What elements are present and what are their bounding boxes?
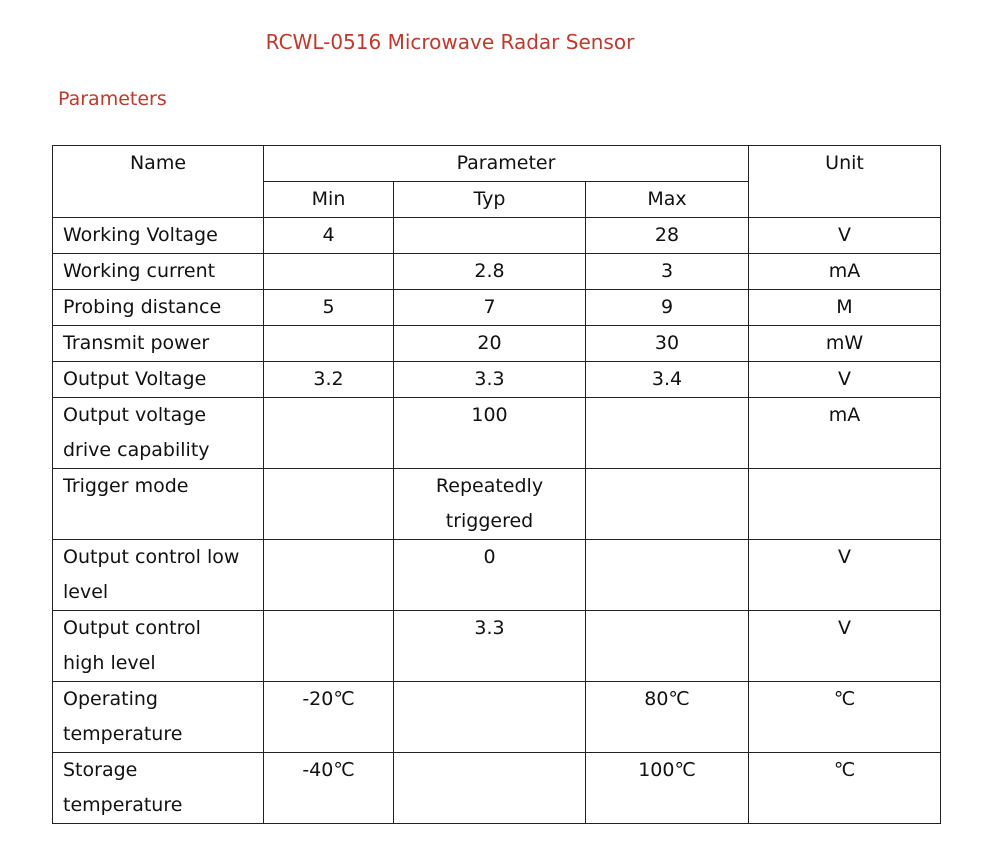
min-cell	[264, 326, 394, 362]
cell-value: ℃	[833, 688, 856, 710]
typ-cell	[394, 753, 586, 824]
cell-value: -40℃	[302, 759, 355, 781]
header-name: Name	[53, 146, 264, 218]
section-heading: Parameters	[58, 88, 167, 110]
param-name-cell	[53, 218, 264, 254]
cell-line: Storage	[63, 759, 138, 781]
table-row	[53, 540, 941, 611]
cell-line: temperature	[63, 794, 183, 816]
table-body	[53, 218, 941, 824]
param-name-cell	[53, 540, 264, 611]
param-name-cell	[53, 362, 264, 398]
cell-value: 30	[654, 332, 680, 354]
table-row	[53, 398, 941, 469]
unit-cell	[749, 753, 941, 824]
cell-value: mW	[825, 332, 864, 354]
cell-line: 0	[483, 546, 496, 568]
min-cell	[264, 398, 394, 469]
cell-line	[404, 218, 575, 253]
unit-cell	[749, 398, 941, 469]
table-row	[53, 753, 941, 824]
max-cell	[586, 362, 749, 398]
min-cell	[264, 254, 394, 290]
typ-cell	[394, 611, 586, 682]
cell-line: temperature	[63, 723, 183, 745]
cell-line: Output voltage	[63, 404, 207, 426]
unit-cell	[749, 362, 941, 398]
max-cell	[586, 469, 749, 540]
cell-line: Working current	[63, 260, 216, 282]
cell-value: V	[838, 546, 851, 568]
cell-line: high level	[63, 652, 156, 674]
param-name-cell	[53, 682, 264, 753]
unit-cell	[749, 682, 941, 753]
param-name-cell	[53, 254, 264, 290]
param-name-cell	[53, 611, 264, 682]
cell-value: V	[838, 368, 851, 390]
unit-cell	[749, 611, 941, 682]
table-row	[53, 218, 941, 254]
parameters-table	[52, 145, 941, 824]
cell-line: 20	[477, 332, 502, 354]
table-row	[53, 682, 941, 753]
cell-line	[404, 753, 575, 788]
header-row	[53, 146, 941, 182]
cell-value: 80℃	[644, 688, 690, 710]
typ-cell	[394, 218, 586, 254]
typ-cell	[394, 362, 586, 398]
min-cell	[264, 753, 394, 824]
max-cell	[586, 540, 749, 611]
cell-value: 100℃	[638, 759, 696, 781]
param-name-cell	[53, 290, 264, 326]
cell-line: level	[63, 581, 109, 603]
cell-line: Transmit power	[63, 332, 210, 354]
min-cell	[264, 540, 394, 611]
header-max: Max	[586, 182, 749, 218]
min-cell	[264, 290, 394, 326]
cell-value: 3	[660, 260, 674, 282]
cell-line: drive capability	[63, 439, 210, 461]
max-cell	[586, 326, 749, 362]
header-min: Min	[264, 182, 394, 218]
cell-line: 7	[483, 296, 496, 318]
unit-cell	[749, 290, 941, 326]
cell-value: 4	[322, 224, 335, 246]
table-row	[53, 254, 941, 290]
cell-line: 3.3	[474, 368, 505, 390]
unit-cell	[749, 469, 941, 540]
max-cell	[586, 254, 749, 290]
table-row	[53, 611, 941, 682]
min-cell	[264, 611, 394, 682]
typ-cell	[394, 290, 586, 326]
table-row	[53, 362, 941, 398]
cell-value: 28	[654, 224, 680, 246]
unit-cell	[749, 540, 941, 611]
cell-line	[404, 682, 575, 717]
max-cell	[586, 398, 749, 469]
typ-cell	[394, 540, 586, 611]
cell-line: 100	[471, 404, 508, 426]
max-cell	[586, 611, 749, 682]
param-name-cell	[53, 326, 264, 362]
cell-value: mA	[828, 260, 861, 282]
header-typ: Typ	[394, 182, 586, 218]
cell-value: mA	[828, 404, 861, 426]
cell-line: triggered	[445, 510, 534, 532]
cell-line: 3.3	[474, 617, 505, 639]
document-title: RCWL-0516 Microwave Radar Sensor	[265, 30, 635, 54]
typ-cell	[394, 326, 586, 362]
max-cell	[586, 682, 749, 753]
unit-cell	[749, 254, 941, 290]
cell-line: Trigger mode	[63, 475, 189, 497]
cell-value: 3.4	[651, 368, 683, 390]
typ-cell	[394, 254, 586, 290]
cell-line: Output control low	[63, 546, 240, 568]
cell-line: Output Voltage	[63, 368, 207, 390]
cell-value: V	[838, 224, 851, 246]
cell-line: Working Voltage	[63, 224, 218, 246]
unit-cell	[749, 218, 941, 254]
cell-value: ℃	[833, 759, 856, 781]
min-cell	[264, 362, 394, 398]
cell-line: Output control	[63, 617, 201, 639]
max-cell	[586, 218, 749, 254]
min-cell	[264, 682, 394, 753]
param-name-cell	[53, 753, 264, 824]
cell-value: M	[836, 296, 853, 318]
table-row	[53, 290, 941, 326]
max-cell	[586, 753, 749, 824]
typ-cell	[394, 398, 586, 469]
typ-cell	[394, 682, 586, 753]
table-row	[53, 469, 941, 540]
cell-value: -20℃	[302, 688, 355, 710]
cell-line: Operating	[63, 688, 158, 710]
unit-cell	[749, 326, 941, 362]
cell-value: 3.2	[313, 368, 344, 390]
cell-value: V	[838, 617, 851, 639]
min-cell	[264, 218, 394, 254]
cell-line: Repeatedly	[435, 475, 544, 497]
cell-value: 5	[322, 296, 335, 318]
table-row	[53, 326, 941, 362]
header-parameter: Parameter	[264, 146, 749, 182]
header-unit: Unit	[749, 146, 941, 218]
typ-cell	[394, 469, 586, 540]
cell-value: 9	[660, 296, 674, 318]
param-name-cell	[53, 469, 264, 540]
max-cell	[586, 290, 749, 326]
param-name-cell	[53, 398, 264, 469]
cell-line: Probing distance	[63, 296, 222, 318]
min-cell	[264, 469, 394, 540]
cell-line: 2.8	[474, 260, 505, 282]
